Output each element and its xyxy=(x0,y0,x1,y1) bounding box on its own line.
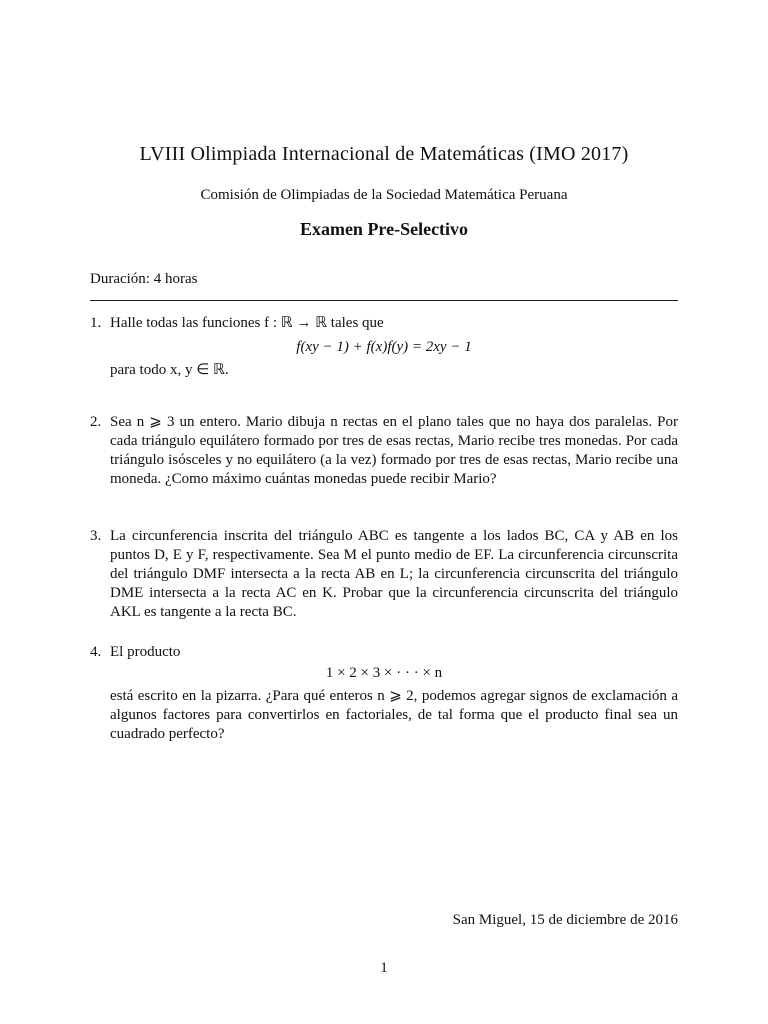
problem-number: 3. xyxy=(90,528,102,544)
problem-text: La circunferencia inscrita del triángulo ABC es tangente a los lados BC, CA y AB en los puntos D, E y F, respectivamente. Sea M el punto medio de EF. La circunferencia circunscrita del triángulo DMF intersecta a la recta AB en L; la circunferencia circunscrita del triángulo DME intersecta a la recta AC en K. Probar que la circunferencia circunscrita del triángulo AKL es tangente a la recta BC. xyxy=(110,528,678,620)
document-title: LVIII Olimpiada Internacional de Matemáticas (IMO 2017) xyxy=(139,143,629,165)
problem-2 xyxy=(90,413,678,489)
problem-text: Sea n ⩾ 3 un entero. Mario dibuja n rectas en el plano tales que no haya dos paralelas. Por cada triángulo equilátero formado por tres de esas rectas, Mario recibe tres monedas. Por cada triángulo isósceles y no equilátero (a la vez) formado por tres de esas rectas, Mario recibe una moneda. ¿Como máximo cuántas monedas puede recibir Mario? xyxy=(110,414,678,487)
page-number: 1 xyxy=(380,960,388,976)
problem-body xyxy=(110,643,678,744)
document-signoff: San Miguel, 15 de diciembre de 2016 xyxy=(452,912,678,928)
problem-1 xyxy=(90,314,678,380)
problem-intro: Halle todas las funciones f : ℝ → ℝ tales que xyxy=(110,315,384,331)
problem-outro: está escrito en la pizarra. ¿Para qué enteros n ⩾ 2, podemos agregar signos de exclamación a algunos factores para convertirlos en factoriales, de tal forma que el producto final sea un cuadrado perfecto? xyxy=(110,688,678,742)
problem-body xyxy=(110,314,678,380)
problem-number: 4. xyxy=(90,644,102,660)
problem-formula: f(xy − 1) + f(x)f(y) = 2xy − 1 xyxy=(296,339,472,355)
problem-body xyxy=(110,413,678,489)
problem-formula: 1 × 2 × 3 × · · · × n xyxy=(325,665,443,681)
document-subtitle: Comisión de Olimpiadas de la Sociedad Matemática Peruana xyxy=(200,187,568,203)
exam-duration: Duración: 4 horas xyxy=(90,271,198,287)
exam-title: Examen Pre-Selectivo xyxy=(299,219,469,239)
problem-3 xyxy=(90,527,678,622)
problem-body xyxy=(110,527,678,622)
problem-outro: para todo x, y ∈ ℝ. xyxy=(110,362,229,378)
horizontal-rule xyxy=(90,300,678,301)
problem-4 xyxy=(90,643,678,744)
problem-number: 2. xyxy=(90,414,102,430)
problem-intro: El producto xyxy=(110,644,181,660)
problem-number: 1. xyxy=(90,315,102,331)
